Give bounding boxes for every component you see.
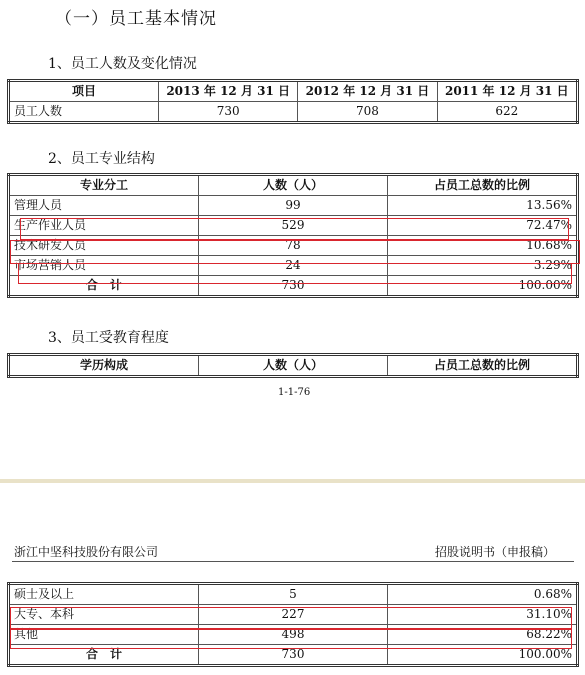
- table-cell: 0.68%: [388, 584, 578, 605]
- employee-count-table: [7, 79, 579, 124]
- header-cell: 学历构成: [9, 355, 199, 377]
- red-highlight-box: [10, 607, 572, 629]
- table-cell: 78: [199, 236, 388, 256]
- red-highlight-box: [20, 218, 569, 240]
- table-cell: 730: [199, 276, 388, 297]
- table-cell: 员工人数: [9, 102, 159, 123]
- section-title: （一）员工基本情况: [55, 9, 217, 29]
- red-highlight-box: [18, 263, 572, 284]
- table-cell: 13.56%: [388, 196, 578, 216]
- table-cell: 市场营销人员: [9, 256, 199, 276]
- company-header: 浙江中坚科技股份有限公司: [14, 545, 159, 559]
- page-separator: [0, 479, 585, 483]
- table-cell: 生产作业人员: [9, 216, 199, 236]
- red-highlight-box: [10, 240, 580, 264]
- table-cell: 31.10%: [388, 605, 578, 625]
- table-cell: 100.00%: [388, 645, 578, 666]
- table-row: [9, 584, 578, 605]
- table-cell: 10.68%: [388, 236, 578, 256]
- table-cell: 其他: [9, 625, 199, 645]
- table-row: [9, 196, 578, 216]
- table-cell: 68.22%: [388, 625, 578, 645]
- document-header: 招股说明书（申报稿）: [435, 545, 556, 559]
- header-cell: 2013 年 12 月 31 日: [159, 81, 298, 102]
- education-table-header: [7, 353, 579, 378]
- table-header-row: [9, 355, 578, 377]
- table-cell: 技术研发人员: [9, 236, 199, 256]
- table-cell: 498: [199, 625, 388, 645]
- header-cell: 占员工总数的比例: [388, 175, 578, 196]
- table-header-row: [9, 81, 578, 102]
- table-cell: 529: [199, 216, 388, 236]
- table-cell: 管理人员: [9, 196, 199, 216]
- table-header-row: [9, 175, 578, 196]
- table-cell: 227: [199, 605, 388, 625]
- table-cell: 3.29%: [388, 256, 578, 276]
- subsection-title-2: 2、员工专业结构: [48, 151, 155, 167]
- total-label: 合 计: [9, 276, 199, 297]
- table-cell: 72.47%: [388, 216, 578, 236]
- subsection-title-3: 3、员工受教育程度: [48, 330, 169, 346]
- header-cell: 2011 年 12 月 31 日: [437, 81, 577, 102]
- table-cell: 大专、本科: [9, 605, 199, 625]
- header-cell: 人数（人）: [199, 355, 388, 377]
- table-cell: 730: [199, 645, 388, 666]
- table-cell: 622: [437, 102, 577, 123]
- header-cell: 2012 年 12 月 31 日: [298, 81, 437, 102]
- header-cell: 专业分工: [9, 175, 199, 196]
- table-cell: 99: [199, 196, 388, 216]
- header-cell: 人数（人）: [199, 175, 388, 196]
- table-cell: 硕士及以上: [9, 584, 199, 605]
- table-cell: 708: [298, 102, 437, 123]
- total-label: 合 计: [9, 645, 199, 666]
- table-cell: 730: [159, 102, 298, 123]
- subsection-title-1: 1、员工人数及变化情况: [48, 56, 197, 72]
- red-highlight-box: [10, 629, 572, 649]
- header-rule: [12, 561, 574, 562]
- table-row: [9, 102, 578, 123]
- page-number: 1-1-76: [278, 387, 311, 398]
- table-cell: 24: [199, 256, 388, 276]
- table-cell: 5: [199, 584, 388, 605]
- header-cell: 项目: [9, 81, 159, 102]
- table-cell: 100.00%: [388, 276, 578, 297]
- header-cell: 占员工总数的比例: [388, 355, 578, 377]
